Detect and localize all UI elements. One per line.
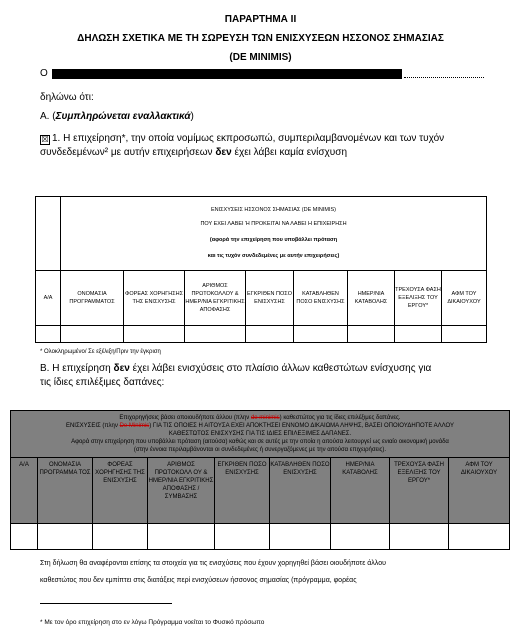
de-minimis-table — [35, 196, 487, 343]
table2-title-2a: ΕΝΙΣΧΥΣΕΙΣ (πλην — [65, 423, 120, 429]
other-aid-table — [10, 410, 510, 550]
table1-title-line-4: και τις τυχόν συνδεδεμένες με αυτήν επιχειρήσεις) — [207, 252, 340, 259]
table1-col-aa: Α/Α — [36, 271, 61, 326]
table2-cell[interactable] — [215, 524, 270, 550]
document-title: ΔΗΛΩΣΗ ΣΧΕΤΙΚΑ ΜΕ ΤΗ ΣΩΡΕΥΣΗ ΤΩΝ ΕΝΙΣΧΥΣΕΩΝ ΗΣΣΟΝΟΣ ΣΗΜΑΣΙΑΣ — [77, 33, 444, 44]
section-a-heading — [40, 110, 194, 124]
table1-footnote: * Ολοκληρωμένο/ Σε εξέλιξη/Πριν την έγκριση — [40, 349, 161, 355]
table2-title-4: Αφορά στην επιχείρηση που υποβάλλει πρόταση (αιτούσα) καθώς και σε αυτές με την οποία η αιτούσα λειτουργεί ως ενιαίο οικονομική μονάδα — [71, 439, 449, 445]
table1-title-cell — [61, 197, 487, 271]
section-b-text-b: έχει λάβει ενισχύσεις στο πλαίσιο άλλων καθεστώτων ενίσχυσης για — [129, 363, 432, 374]
paragraph — [40, 555, 500, 589]
table2-col-date: ΗΜΕΡ/ΝΙΑ ΚΑΤΑΒΟΛΗΣ — [331, 458, 390, 524]
table2-title-1a: Επιχορηγήσεις βάσει οποιουδήποτε άλλου (πλην — [119, 415, 251, 421]
table2-col-aa: Α/Α — [11, 458, 38, 524]
paragraph-line-2: καθεστώτος που δεν εμπίπτει στις διατάξεις περί ενισχύσεων ήσσονος σημασίας (πρόγραμμα, φορέας — [40, 577, 357, 584]
section-b-text-a: Β. Η επιχείρηση — [40, 363, 114, 374]
table2-title-2b: ) ΓΙΑ ΤΙΣ ΟΠΟΙΕΣ Η ΑΙΤΟΥΣΑ ΕΧΕΙ ΑΠΟΚΤΗΣΕΙ ΕΝΝΟΜΟ ΔΙΚΑΙΩΜΑ ΛΗΨΗΣ, ΒΑΣΕΙ ΟΠΟΙΟΥΔΗΠΟΤΕ ΑΛΛΟΥ — [149, 423, 455, 429]
item-1 — [40, 132, 490, 160]
table1-title-line-3: (αφορά την επιχείρηση που υποβάλλει πρόταση — [209, 236, 338, 243]
item-1-bold: δεν — [215, 147, 232, 158]
table2-title-5: (στην έννοια περιλαμβάνονται οι συνδεδεμένες ή συνεργαζόμενες με την αιτούσα επιχειρήσεις). — [133, 447, 387, 453]
checked-box-icon[interactable]: ☒ — [41, 135, 49, 144]
table1-cell[interactable] — [36, 326, 61, 343]
table1-col-program: ΟΝΟΜΑΣΙΑ ΠΡΟΓΡΑΜΜΑΤΟΣ — [61, 271, 124, 326]
table1-cell[interactable] — [124, 326, 185, 343]
table2-cell[interactable] — [390, 524, 449, 550]
annex-title: ΠΑΡΑΡΤΗΜΑ ΙΙ — [224, 14, 297, 25]
redacted-name — [52, 69, 402, 79]
table2-cell[interactable] — [449, 524, 510, 550]
table2-cell[interactable] — [148, 524, 215, 550]
item-1-text-part2b: έχει λάβει καμία ενίσχυση — [231, 147, 348, 158]
table1-title-line-2: ΠΟΥ ΕΧΕΙ ΛΑΒΕΙ Ή ΠΡΟΚΕΙΤΑΙ ΝΑ ΛΑΒΕΙ Η ΕΠΙΧΕΙΡΗΣΗ — [200, 220, 347, 227]
table2-col-phase: ΤΡΕΧΟΥΣΑ ΦΑΣΗ ΕΞΕΛΙΞΗΣ ΤΟΥ ΕΡΓΟΥ* — [390, 458, 449, 524]
table2-col-approved: ΕΓΚΡΙΘΕΝ ΠΟΣΟ ΕΝΙΣΧΥΣΗΣ — [215, 458, 270, 524]
document-subtitle: (DE MINIMIS) — [229, 52, 292, 63]
table1-cell[interactable] — [348, 326, 395, 343]
table1-cell[interactable] — [185, 326, 246, 343]
declare-text: δηλώνω ότι: — [40, 92, 94, 103]
table1-cell[interactable] — [61, 326, 124, 343]
footnote-separator — [40, 603, 172, 604]
table2-title-2-strike: De Minimis — [119, 423, 150, 429]
table1-title-line-1: ΕΝΙΣΧΥΣΕΙΣ ΗΣΣΟΝΟΣ ΣΗΜΑΣΙΑΣ (DE MINIMIS) — [210, 206, 337, 213]
table2-title-cell — [11, 411, 510, 458]
declarant-prefix: Ο — [40, 68, 48, 79]
table2-cell[interactable] — [270, 524, 331, 550]
name-dotted-line — [404, 77, 484, 78]
table2-cell[interactable] — [11, 524, 38, 550]
section-a-label: Α. ( — [40, 111, 56, 122]
section-a-close: ) — [190, 111, 194, 122]
table1-cell[interactable] — [395, 326, 442, 343]
section-b-bold: δεν — [113, 363, 130, 374]
table1-col-protocol: ΑΡΙΘΜΟΣ ΠΡΩΤΟΚΟΛΛΟΥ & ΗΜΕΡ/ΝΙΑ ΕΓΚΡΙΤΙΚΗΣ ΑΠΟΦΑΣΗΣ — [185, 271, 246, 326]
table2-cell[interactable] — [38, 524, 93, 550]
section-b-text-c: τις ίδιες επιλέξιμες δαπάνες: — [40, 377, 165, 388]
table1-col-afm: ΑΦΜ ΤΟΥ ΔΙΚΑΙΟΥΧΟΥ — [442, 271, 487, 326]
table2-title-1-strike: de minimis — [250, 415, 280, 421]
table2-empty-row — [11, 524, 510, 550]
table2-cell[interactable] — [331, 524, 390, 550]
table2-title-3: ΚΑΘΕΣΤΩΤΟΣ ΕΝΙΣΧΥΣΗΣ ΓΙΑ ΤΙΣ ΙΔΙΕΣ ΕΠΙΛΕΞΙΜΕΣ ΔΑΠΑΝΕΣ. — [168, 431, 352, 437]
table2-cell[interactable] — [93, 524, 148, 550]
table1-col-date: ΗΜΕΡ/ΝΙΑ ΚΑΤΑΒΟΛΗΣ — [348, 271, 395, 326]
table2-col-agency: ΦΟΡΕΑΣ ΧΟΡΗΓΗΣΗΣ ΤΗΣ ΕΝΙΣΧΥΣΗΣ — [93, 458, 148, 524]
section-b — [40, 362, 500, 390]
table2-col-protocol: ΑΡΙΘΜΟΣ ΠΡΩΤΟΚΟΛΛ ΟΥ & ΗΜΕΡ/ΝΙΑ ΕΓΚΡΙΤΙΚΗΣ ΑΠΟΦΑΣΗΣ / ΣΥΜΒΑΣΗΣ — [148, 458, 215, 524]
footnote-text: * Με τον όρο επιχείρηση στο εν λόγω Πρόγραμμα νοείται το Φυσικό πρόσωπο — [40, 619, 265, 626]
table1-cell[interactable] — [442, 326, 487, 343]
table1-col-agency: ΦΟΡΕΑΣ ΧΟΡΗΓΗΣΗΣ ΤΗΣ ΕΝΙΣΧΥΣΗΣ — [124, 271, 185, 326]
table1-cell[interactable] — [246, 326, 294, 343]
section-a-note: Συμπληρώνεται εναλλακτικά — [55, 111, 191, 122]
table2-col-program: ΟΝΟΜΑΣΙΑ ΠΡΟΓΡΑΜΜΑ ΤΟΣ — [38, 458, 93, 524]
table2-title-1b: ) καθεστώτος για τις ίδιες επιλέξιμες δαπάνες. — [279, 415, 401, 421]
table1-empty-row — [36, 326, 487, 343]
table1-corner-cell — [36, 197, 61, 271]
table2-col-afm: ΑΦΜ ΤΟΥ ΔΙΚΑΙΟΥΧΟΥ — [449, 458, 510, 524]
item-1-text-part1: 1. Η επιχείρηση*, την οποία νομίμως εκπροσωπώ, συμπεριλαμβανομένων και των τυχόν — [52, 133, 445, 144]
paragraph-line-1: Στη δήλωση θα αναφέρονται επίσης τα στοιχεία για τις ενισχύσεις που έχουν χορηγηθεί βάσει οιουδήποτε άλλου — [40, 560, 386, 567]
table1-cell[interactable] — [294, 326, 348, 343]
table1-col-phase: ΤΡΕΧΟΥΣΑ ΦΑΣΗ ΕΞΕΛΙΞΗΣ ΤΟΥ ΕΡΓΟΥ* — [395, 271, 442, 326]
table2-col-paid: ΚΑΤΑΒΛΗΘΕΝ ΠΟΣΟ ΕΝΙΣΧΥΣΗΣ — [270, 458, 331, 524]
item-1-text-part2a: συνδεδεμένων² με αυτήν επιχειρήσεων — [40, 147, 216, 158]
table1-col-paid: ΚΑΤΑΒΛΗΘΕΝ ΠΟΣΟ ΕΝΙΣΧΥΣΗΣ — [294, 271, 348, 326]
table1-col-approved: ΕΓΚΡΙΘΕΝ ΠΟΣΟ ΕΝΙΣΧΥΣΗΣ — [246, 271, 294, 326]
